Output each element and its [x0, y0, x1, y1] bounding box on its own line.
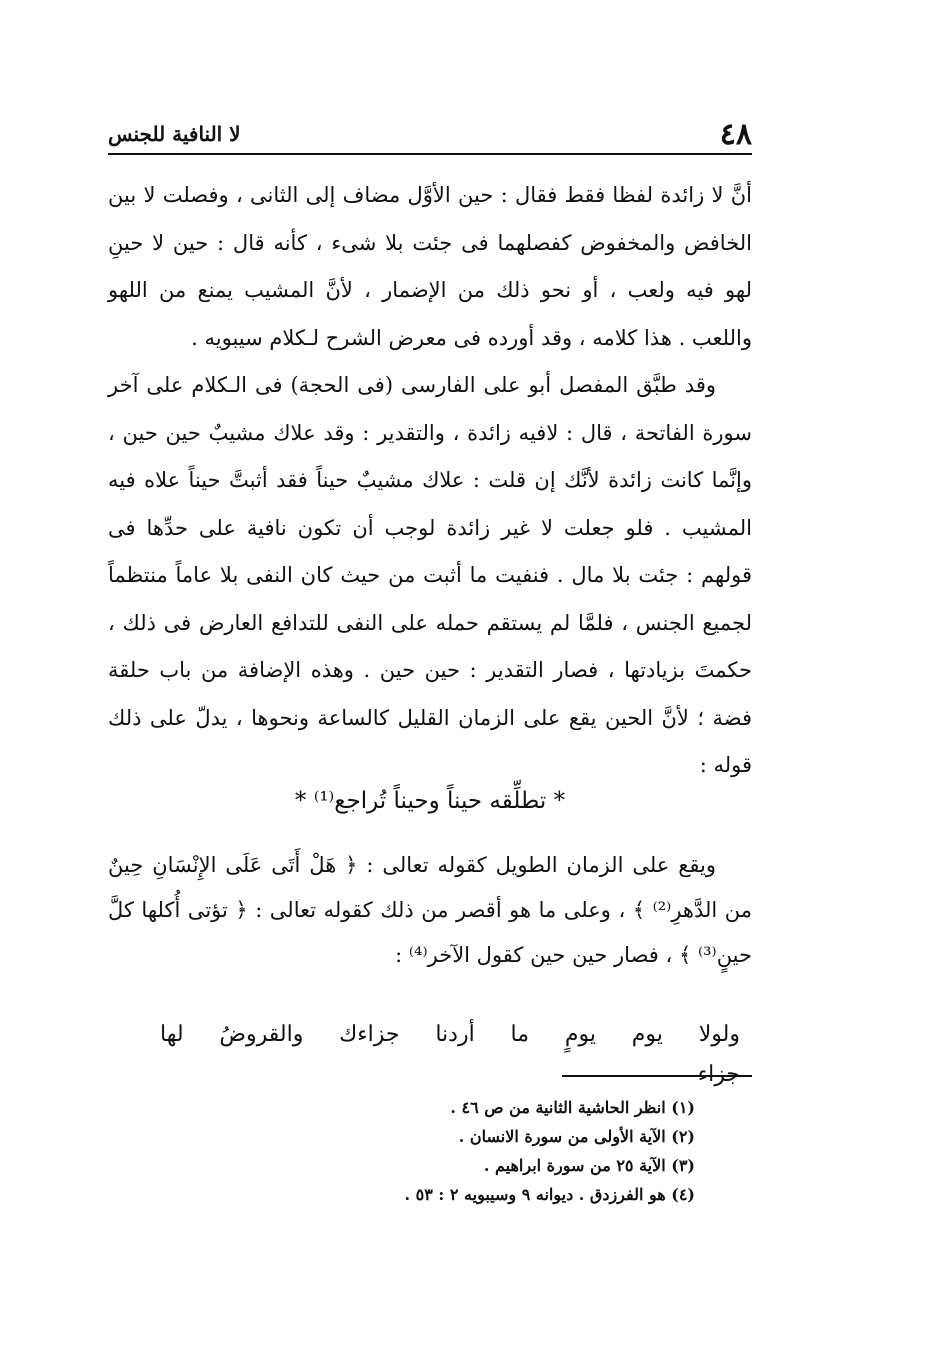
footnote-1: (١) انظر الحاشية الثانية من ص ٤٦ . [450, 1098, 695, 1117]
page-number: ٤٨ [719, 116, 752, 152]
paragraph-1: أنَّ لا زائدة لفظا فقط فقال : حين الأوَّل مضاف إلى الثانى ، وفصلت لا بين الخافض والمخفوض كفصلهما فى جئت بلا شىء ، كأنه قال : حين لا حينِ لهو فيه ولعب ، أو نحو ذلك من الإضمار ، لأنَّ المشيب يمنع من اللهو واللعب . هذا كلامه ، وقد أورده فى معرض الشرح لـكلام سيبويه . [108, 183, 753, 350]
verse-quotation: * تطلِّقه حيناً وحيناً تُراجع⁽¹⁾ * [294, 788, 566, 814]
main-text [108, 172, 752, 790]
paragraph-2: وقد طبَّق المفصل أبو على الفارسى (فى الحجة) فى الـكلام على آخر سورة الفاتحة ، قال : لافيه زائدة ، والتقدير : وقد علاك مشيبٌ حين حين ، وإنَّما كانت زائدة لأنَّك إن قلت : علاك مشيبٌ حيناً فقد أثبتَّ حيناً علاه فيه المشيب . فلو جعلت لا غير زائدة لوجب أن تكون نافية على حدِّها فى قولهم : جئت بلا مال . فنفيت ما أثبت من حيث كان النفى بلا عاماً منتظماً لجميع الجنس ، فلمَّا لم يستقم حمله على النفى للتدافع العارض فى ذلك ، حكمتَ بزيادتها ، فصار التقدير : حين حين . وهذه الإضافة من باب حلقة فضة ؛ لأنَّ الحين يقع على الزمان القليل كالساعة ونحوها ، يدلّ على ذلك قوله : [108, 373, 752, 777]
footnotes [200, 1093, 695, 1209]
footnote-rule [562, 1075, 752, 1077]
running-title: لا النافية للجنس [108, 122, 241, 146]
footnote-4: (٤) هو الفرزدق . ديوانه ٩ وسيبويه ٢ : ٥٣ . [404, 1185, 695, 1204]
paragraph-3: ويقع على الزمان الطويل كقوله تعالى : ﴿ هَلْ أَتَى عَلَى الإِنْسَانِ حِينٌ من الدَّهرِ⁽²⁾ ﴾ ، وعلى ما هو أقصر من ذلك كقوله تعالى : ﴿ تؤتى أُكلها كلَّ حينٍ⁽³⁾ ﴾ ، فصار حين حين كقول الآخر⁽⁴⁾ : [108, 853, 753, 967]
header-rule [108, 153, 752, 155]
page-header [108, 114, 752, 154]
paragraph-3-block [108, 843, 752, 978]
poetry-couplet: ولولا يوم يومٍ ما أردنا جزاءك والقروضُ لها جزاء [160, 1022, 740, 1087]
footnote-2: (٢) الآية الأولى من سورة الانسان . [458, 1127, 695, 1146]
footnote-3: (٣) الآية ٢٥ من سورة ابراهيم . [483, 1156, 695, 1175]
